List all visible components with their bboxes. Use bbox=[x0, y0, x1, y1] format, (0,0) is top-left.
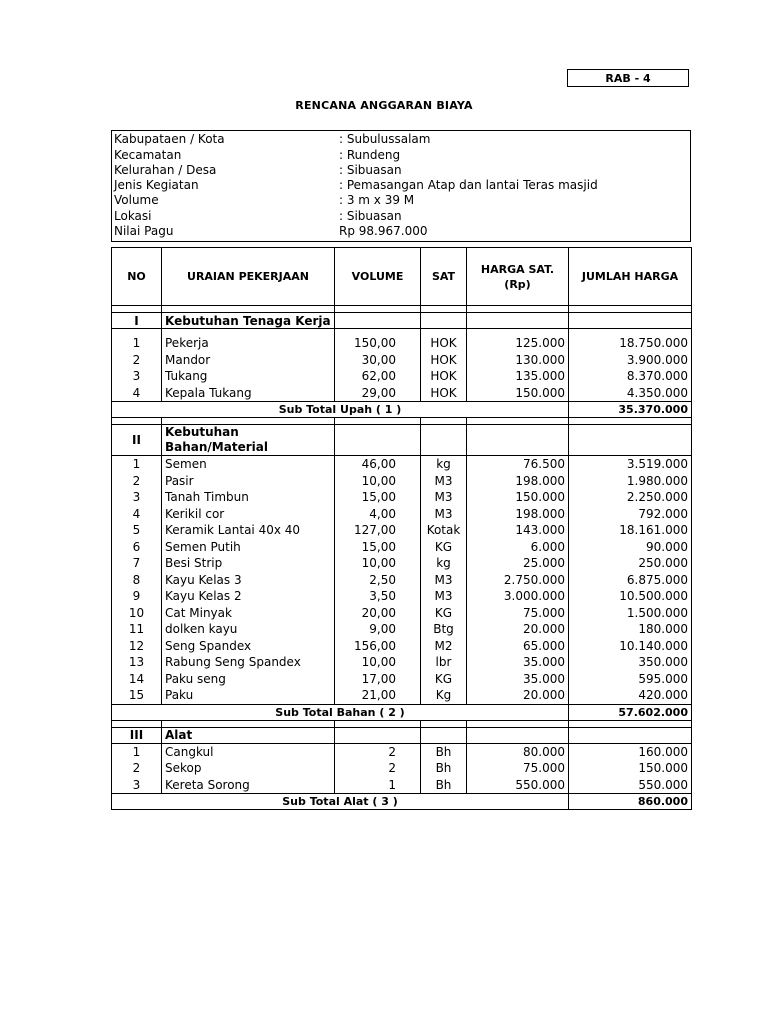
item-unit: HOK bbox=[421, 385, 467, 402]
item-unit-price: 80.000 bbox=[467, 743, 569, 760]
section-title: Alat bbox=[162, 727, 335, 743]
item-unit-price: 35.000 bbox=[467, 654, 569, 671]
subtotal-row bbox=[112, 704, 692, 720]
item-name: Pekerja bbox=[162, 335, 335, 352]
item-unit-price: 135.000 bbox=[467, 368, 569, 385]
item-name: Paku seng bbox=[162, 671, 335, 688]
item-volume: 2 bbox=[335, 760, 421, 777]
item-unit: Bh bbox=[421, 743, 467, 760]
table-row bbox=[112, 555, 692, 572]
spacer-cell bbox=[421, 418, 467, 425]
item-name: Kepala Tukang bbox=[162, 385, 335, 402]
section-empty-cell bbox=[335, 313, 421, 329]
item-number: 15 bbox=[112, 687, 162, 704]
spacer-cell bbox=[569, 306, 692, 313]
item-volume: 9,00 bbox=[335, 621, 421, 638]
item-name: Sekop bbox=[162, 760, 335, 777]
spacer-row bbox=[112, 720, 692, 727]
item-total: 250.000 bbox=[569, 555, 692, 572]
item-unit-price: 143.000 bbox=[467, 522, 569, 539]
item-name: Rabung Seng Spandex bbox=[162, 654, 335, 671]
item-number: 3 bbox=[112, 368, 162, 385]
info-label: Jenis Kegiatan bbox=[114, 178, 199, 192]
table-row bbox=[112, 572, 692, 589]
item-name: Semen bbox=[162, 456, 335, 473]
item-volume: 150,00 bbox=[335, 335, 421, 352]
item-number: 1 bbox=[112, 335, 162, 352]
item-number: 1 bbox=[112, 456, 162, 473]
item-unit: M2 bbox=[421, 638, 467, 655]
item-name: Kayu Kelas 3 bbox=[162, 572, 335, 589]
item-volume: 15,00 bbox=[335, 539, 421, 556]
item-number: 3 bbox=[112, 777, 162, 794]
item-unit-price: 198.000 bbox=[467, 473, 569, 490]
table-row bbox=[112, 473, 692, 490]
item-number: 4 bbox=[112, 506, 162, 523]
subtotal-label: Sub Total Bahan ( 2 ) bbox=[112, 704, 569, 720]
spacer-cell bbox=[112, 306, 162, 313]
item-total: 2.250.000 bbox=[569, 489, 692, 506]
item-total: 6.875.000 bbox=[569, 572, 692, 589]
table-row bbox=[112, 368, 692, 385]
spacer-cell bbox=[162, 418, 335, 425]
item-total: 4.350.000 bbox=[569, 385, 692, 402]
item-volume: 10,00 bbox=[335, 555, 421, 572]
item-unit-price: 76.500 bbox=[467, 456, 569, 473]
item-name: Pasir bbox=[162, 473, 335, 490]
section-empty-cell bbox=[421, 313, 467, 329]
item-number: 14 bbox=[112, 671, 162, 688]
section-title: Kebutuhan Bahan/Material bbox=[162, 425, 335, 456]
item-number: 12 bbox=[112, 638, 162, 655]
item-volume: 4,00 bbox=[335, 506, 421, 523]
item-unit-price: 20.000 bbox=[467, 621, 569, 638]
item-unit: M3 bbox=[421, 572, 467, 589]
item-unit-price: 65.000 bbox=[467, 638, 569, 655]
spacer-cell bbox=[421, 720, 467, 727]
section-empty-cell bbox=[467, 425, 569, 456]
item-number: 4 bbox=[112, 385, 162, 402]
info-value: : Rundeng bbox=[339, 148, 401, 162]
item-number: 8 bbox=[112, 572, 162, 589]
item-unit-price: 550.000 bbox=[467, 777, 569, 794]
item-number: 9 bbox=[112, 588, 162, 605]
item-unit-price: 35.000 bbox=[467, 671, 569, 688]
item-volume: 3,50 bbox=[335, 588, 421, 605]
item-unit: KG bbox=[421, 605, 467, 622]
info-value: : Sibuasan bbox=[339, 209, 402, 223]
item-total: 1.980.000 bbox=[569, 473, 692, 490]
table-row bbox=[112, 687, 692, 704]
table-row bbox=[112, 588, 692, 605]
item-unit-price: 75.000 bbox=[467, 760, 569, 777]
subtotal-label: Sub Total Upah ( 1 ) bbox=[112, 402, 569, 418]
item-volume: 20,00 bbox=[335, 605, 421, 622]
item-name: Tanah Timbun bbox=[162, 489, 335, 506]
item-unit: Bh bbox=[421, 777, 467, 794]
item-unit: lbr bbox=[421, 654, 467, 671]
table-row bbox=[112, 777, 692, 794]
item-unit-price: 75.000 bbox=[467, 605, 569, 622]
item-unit: Kotak bbox=[421, 522, 467, 539]
spacer-cell bbox=[421, 306, 467, 313]
info-label: Kecamatan bbox=[114, 148, 182, 162]
document-title: RENCANA ANGGARAN BIAYA bbox=[295, 99, 473, 112]
spacer-cell bbox=[162, 306, 335, 313]
budget-table bbox=[111, 247, 692, 810]
item-volume: 2 bbox=[335, 743, 421, 760]
section-row bbox=[112, 425, 692, 456]
table-row bbox=[112, 654, 692, 671]
item-volume: 156,00 bbox=[335, 638, 421, 655]
item-unit: M3 bbox=[421, 588, 467, 605]
section-row bbox=[112, 313, 692, 329]
table-row bbox=[112, 621, 692, 638]
item-number: 6 bbox=[112, 539, 162, 556]
item-unit: HOK bbox=[421, 352, 467, 369]
section-title: Kebutuhan Tenaga Kerja bbox=[162, 313, 335, 329]
item-total: 420.000 bbox=[569, 687, 692, 704]
section-number: III bbox=[112, 727, 162, 743]
table-row bbox=[112, 743, 692, 760]
item-volume: 15,00 bbox=[335, 489, 421, 506]
item-number: 10 bbox=[112, 605, 162, 622]
spacer-cell bbox=[335, 418, 421, 425]
info-label: Nilai Pagu bbox=[114, 224, 174, 238]
table-row bbox=[112, 489, 692, 506]
item-unit-price: 130.000 bbox=[467, 352, 569, 369]
item-number: 13 bbox=[112, 654, 162, 671]
header-uraian: URAIAN PEKERJAAN bbox=[162, 248, 335, 306]
item-total: 10.140.000 bbox=[569, 638, 692, 655]
item-name: Keramik Lantai 40x 40 bbox=[162, 522, 335, 539]
item-unit: kg bbox=[421, 555, 467, 572]
subtotal-row bbox=[112, 794, 692, 810]
table-row bbox=[112, 352, 692, 369]
table-row bbox=[112, 506, 692, 523]
table-body bbox=[112, 306, 692, 810]
spacer-cell bbox=[112, 418, 162, 425]
item-number: 2 bbox=[112, 352, 162, 369]
item-name: Cangkul bbox=[162, 743, 335, 760]
item-total: 90.000 bbox=[569, 539, 692, 556]
info-value: Rp 98.967.000 bbox=[339, 224, 428, 238]
item-volume: 127,00 bbox=[335, 522, 421, 539]
spacer-cell bbox=[569, 720, 692, 727]
item-total: 18.750.000 bbox=[569, 335, 692, 352]
item-unit-price: 150.000 bbox=[467, 385, 569, 402]
item-total: 8.370.000 bbox=[569, 368, 692, 385]
section-empty-cell bbox=[335, 425, 421, 456]
item-volume: 30,00 bbox=[335, 352, 421, 369]
info-value: : Subulussalam bbox=[339, 132, 431, 146]
section-number: I bbox=[112, 313, 162, 329]
header-sat: SAT bbox=[421, 248, 467, 306]
spacer-row bbox=[112, 306, 692, 313]
item-number: 11 bbox=[112, 621, 162, 638]
item-volume: 10,00 bbox=[335, 473, 421, 490]
item-number: 2 bbox=[112, 760, 162, 777]
info-label: Kabupataen / Kota bbox=[114, 132, 225, 146]
item-number: 1 bbox=[112, 743, 162, 760]
spacer-cell bbox=[569, 418, 692, 425]
spacer-cell bbox=[112, 720, 162, 727]
item-unit: Kg bbox=[421, 687, 467, 704]
spacer-row bbox=[112, 418, 692, 425]
item-unit-price: 2.750.000 bbox=[467, 572, 569, 589]
item-name: Mandor bbox=[162, 352, 335, 369]
item-total: 150.000 bbox=[569, 760, 692, 777]
item-name: Seng Spandex bbox=[162, 638, 335, 655]
item-name: Semen Putih bbox=[162, 539, 335, 556]
info-value: : Pemasangan Atap dan lantai Teras masjid bbox=[339, 178, 598, 192]
spacer-cell bbox=[335, 720, 421, 727]
document-code-box: RAB - 4 bbox=[567, 69, 689, 87]
header-no: NO bbox=[112, 248, 162, 306]
spacer-cell bbox=[335, 306, 421, 313]
item-unit-price: 198.000 bbox=[467, 506, 569, 523]
item-total: 180.000 bbox=[569, 621, 692, 638]
table-row bbox=[112, 522, 692, 539]
item-unit: Bh bbox=[421, 760, 467, 777]
item-total: 10.500.000 bbox=[569, 588, 692, 605]
item-name: Tukang bbox=[162, 368, 335, 385]
subtotal-label: Sub Total Alat ( 3 ) bbox=[112, 794, 569, 810]
project-info-box bbox=[111, 130, 691, 242]
item-name: Kereta Sorong bbox=[162, 777, 335, 794]
item-volume: 17,00 bbox=[335, 671, 421, 688]
table-row bbox=[112, 335, 692, 352]
item-total: 550.000 bbox=[569, 777, 692, 794]
header-volume: VOLUME bbox=[335, 248, 421, 306]
item-volume: 21,00 bbox=[335, 687, 421, 704]
spacer-cell bbox=[467, 720, 569, 727]
item-volume: 46,00 bbox=[335, 456, 421, 473]
item-total: 18.161.000 bbox=[569, 522, 692, 539]
section-empty-cell bbox=[421, 727, 467, 743]
section-row bbox=[112, 727, 692, 743]
table-row bbox=[112, 539, 692, 556]
table-row bbox=[112, 638, 692, 655]
section-empty-cell bbox=[421, 425, 467, 456]
item-name: Paku bbox=[162, 687, 335, 704]
item-unit: M3 bbox=[421, 473, 467, 490]
item-number: 2 bbox=[112, 473, 162, 490]
info-label: Kelurahan / Desa bbox=[114, 163, 217, 177]
item-total: 350.000 bbox=[569, 654, 692, 671]
item-total: 160.000 bbox=[569, 743, 692, 760]
item-total: 3.900.000 bbox=[569, 352, 692, 369]
item-unit-price: 125.000 bbox=[467, 335, 569, 352]
info-label: Volume bbox=[114, 193, 159, 207]
section-empty-cell bbox=[569, 313, 692, 329]
header-harga-sat bbox=[467, 248, 569, 306]
item-unit: KG bbox=[421, 671, 467, 688]
item-unit-price: 6.000 bbox=[467, 539, 569, 556]
spacer-cell bbox=[467, 418, 569, 425]
section-empty-cell bbox=[467, 727, 569, 743]
item-unit: HOK bbox=[421, 335, 467, 352]
item-total: 3.519.000 bbox=[569, 456, 692, 473]
section-empty-cell bbox=[569, 727, 692, 743]
section-number: II bbox=[112, 425, 162, 456]
table-row bbox=[112, 456, 692, 473]
section-empty-cell bbox=[335, 727, 421, 743]
item-unit-price: 3.000.000 bbox=[467, 588, 569, 605]
item-name: Kayu Kelas 2 bbox=[162, 588, 335, 605]
item-total: 792.000 bbox=[569, 506, 692, 523]
item-unit-price: 25.000 bbox=[467, 555, 569, 572]
header-jumlah: JUMLAH HARGA bbox=[569, 248, 692, 306]
info-value: : Sibuasan bbox=[339, 163, 402, 177]
header-harga-sat-label: HARGA SAT. bbox=[480, 262, 555, 276]
item-unit: kg bbox=[421, 456, 467, 473]
item-number: 5 bbox=[112, 522, 162, 539]
item-volume: 29,00 bbox=[335, 385, 421, 402]
item-total: 595.000 bbox=[569, 671, 692, 688]
item-unit: KG bbox=[421, 539, 467, 556]
table-row bbox=[112, 760, 692, 777]
table-header-row bbox=[112, 248, 692, 306]
item-unit: HOK bbox=[421, 368, 467, 385]
info-label: Lokasi bbox=[114, 209, 152, 223]
item-total: 1.500.000 bbox=[569, 605, 692, 622]
item-name: Cat Minyak bbox=[162, 605, 335, 622]
item-unit: M3 bbox=[421, 506, 467, 523]
subtotal-value: 35.370.000 bbox=[569, 402, 692, 418]
table-row bbox=[112, 671, 692, 688]
info-value: : 3 m x 39 M bbox=[339, 193, 415, 207]
item-volume: 1 bbox=[335, 777, 421, 794]
subtotal-value: 860.000 bbox=[569, 794, 692, 810]
item-unit-price: 150.000 bbox=[467, 489, 569, 506]
item-volume: 2,50 bbox=[335, 572, 421, 589]
item-name: dolken kayu bbox=[162, 621, 335, 638]
item-number: 7 bbox=[112, 555, 162, 572]
item-unit: M3 bbox=[421, 489, 467, 506]
item-volume: 10,00 bbox=[335, 654, 421, 671]
item-unit-price: 20.000 bbox=[467, 687, 569, 704]
table-row bbox=[112, 605, 692, 622]
section-empty-cell bbox=[467, 313, 569, 329]
item-number: 3 bbox=[112, 489, 162, 506]
subtotal-value: 57.602.000 bbox=[569, 704, 692, 720]
spacer-cell bbox=[162, 720, 335, 727]
subtotal-row bbox=[112, 402, 692, 418]
spacer-cell bbox=[467, 306, 569, 313]
item-volume: 62,00 bbox=[335, 368, 421, 385]
item-name: Kerikil cor bbox=[162, 506, 335, 523]
item-unit: Btg bbox=[421, 621, 467, 638]
item-name: Besi Strip bbox=[162, 555, 335, 572]
section-empty-cell bbox=[569, 425, 692, 456]
header-harga-sat-unit: (Rp) bbox=[504, 277, 531, 291]
table-row bbox=[112, 385, 692, 402]
